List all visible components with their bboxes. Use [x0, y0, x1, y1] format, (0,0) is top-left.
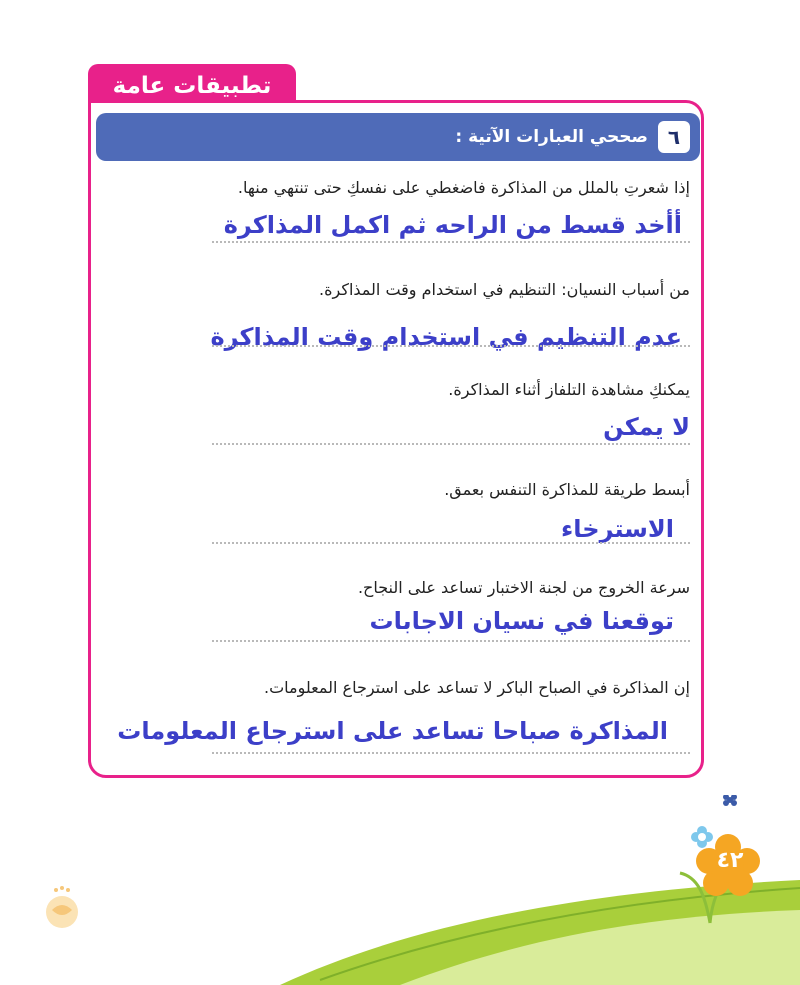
handwritten-answer: الاسترخاء [560, 515, 674, 543]
list-item [190, 178, 690, 239]
section-tab: تطبيقات عامة [88, 64, 296, 108]
list-item [190, 380, 690, 441]
question-instruction: صححي العبارات الآتية : [455, 127, 648, 147]
answer-line [212, 640, 690, 642]
list-item [190, 578, 690, 635]
statement-text: يمكنكِ مشاهدة التلفاز أثناء المذاكرة. [448, 380, 690, 399]
handwritten-answer: المذاكرة صباحا تساعد على استرجاع المعلومات [117, 717, 668, 745]
answer-line [212, 241, 690, 243]
statement-text: إذا شعرتِ بالملل من المذاكرة فاضغطي على نفسكِ حتى تنتهي منها. [237, 178, 690, 197]
statement-text: سرعة الخروج من لجنة الاختبار تساعد على النجاح. [357, 578, 690, 597]
answer-line [212, 542, 690, 544]
publisher-logo-icon [40, 882, 84, 932]
answer-line [212, 443, 690, 445]
handwritten-answer: لا يمكن [603, 413, 690, 441]
statement-text: أبسط طريقة للمذاكرة التنفس بعمق. [444, 480, 690, 499]
question-header [96, 113, 700, 161]
statement-text: إن المذاكرة في الصباح الباكر لا تساعد على استرجاع المعلومات. [263, 678, 690, 697]
handwritten-answer: أأخد قسط من الراحه ثم اكمل المذاكرة [223, 211, 682, 239]
list-item [190, 480, 690, 543]
answer-line [212, 345, 690, 347]
answer-line [212, 752, 690, 754]
statement-text: من أسباب النسيان: التنظيم في استخدام وقت المذاكرة. [319, 280, 690, 299]
handwritten-answer: توقعنا في نسيان الاجابات [369, 607, 674, 635]
handwritten-answer: عدم التنظيم في استخدام وقت المذاكرة [210, 323, 682, 351]
list-item [190, 280, 690, 351]
question-number: ٦ [658, 121, 690, 153]
list-item [117, 678, 690, 745]
page-number: ٤٢ [716, 848, 744, 873]
